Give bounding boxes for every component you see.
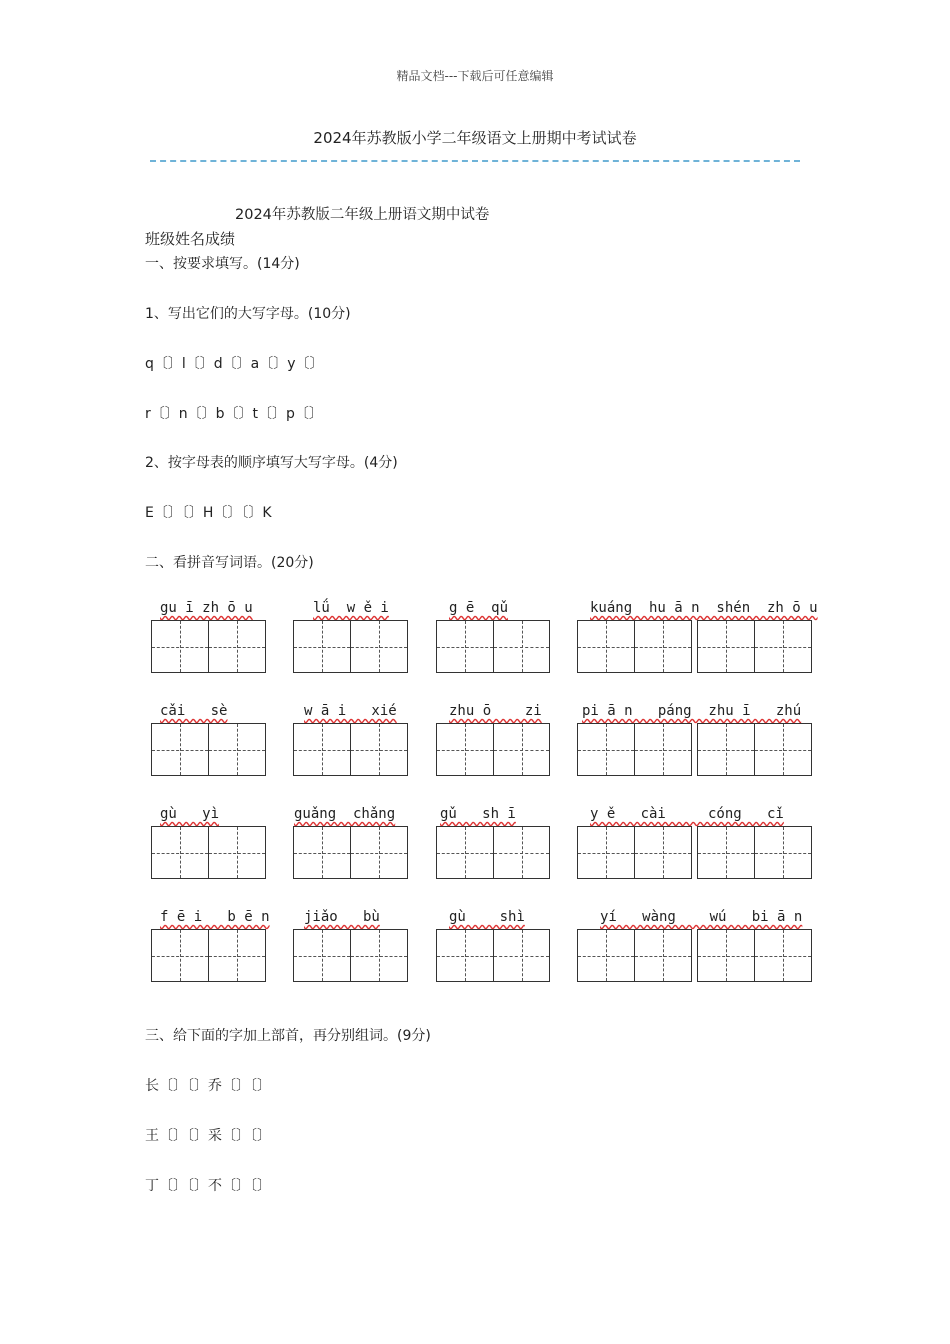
writing-cell[interactable] [493, 620, 550, 673]
pinyin-label: lǘ w ě i [313, 600, 389, 616]
writing-cell[interactable] [697, 620, 755, 673]
writing-cell[interactable] [634, 620, 692, 673]
writing-cell[interactable] [436, 826, 494, 879]
pinyin-label: w ā i xié [304, 703, 397, 719]
header-note: 精品文档---下载后可任意编辑 [396, 69, 554, 83]
pinyin-label: zhu ō zi [449, 703, 542, 719]
pinyin-label: gù shì [449, 909, 525, 925]
pinyin-label: gù yì [160, 806, 220, 822]
writing-cell[interactable] [754, 620, 812, 673]
writing-cell[interactable] [577, 620, 635, 673]
pinyin-label: yí wàng wú bi ā n [600, 909, 803, 925]
question2-letters: E〔〕〔〕H〔〕〔〕K [145, 505, 272, 521]
pinyin-label: gu ī zh ō u [160, 600, 253, 616]
section3-heading: 三、给下面的字加上部首，再分别组词。(9分) [145, 1028, 431, 1044]
title-divider [150, 160, 800, 162]
writing-cell[interactable] [577, 929, 635, 982]
writing-cell[interactable] [208, 723, 266, 776]
writing-cell[interactable] [151, 826, 209, 879]
student-info-line: 班级姓名成绩 [145, 230, 236, 248]
question1-prompt: 1、写出它们的大写字母。(10分) [145, 306, 351, 322]
writing-cell[interactable] [436, 723, 494, 776]
writing-cell[interactable] [151, 620, 209, 673]
writing-cell[interactable] [634, 826, 692, 879]
writing-cell[interactable] [697, 723, 755, 776]
pinyin-label: f ē i b ē n [160, 909, 270, 925]
writing-cell[interactable] [293, 723, 351, 776]
radical-line-3: 丁〔〕〔〕不〔〕〔〕 [145, 1178, 271, 1194]
writing-cell[interactable] [293, 929, 351, 982]
writing-cell[interactable] [754, 929, 812, 982]
pinyin-label: pi ā n páng zhu ī zhú [582, 703, 802, 719]
section1-heading: 一、按要求填写。(14分) [145, 256, 300, 272]
writing-cell[interactable] [293, 826, 351, 879]
writing-cell[interactable] [208, 620, 266, 673]
writing-cell[interactable] [577, 723, 635, 776]
writing-cell[interactable] [350, 929, 408, 982]
writing-cell[interactable] [697, 929, 755, 982]
writing-cell[interactable] [208, 826, 266, 879]
radical-line-2: 王〔〕〔〕采〔〕〔〕 [145, 1128, 271, 1144]
exam-subtitle: 2024年苏教版二年级上册语文期中试卷 [235, 207, 490, 223]
writing-cell[interactable] [697, 826, 755, 879]
writing-cell[interactable] [436, 929, 494, 982]
writing-cell[interactable] [493, 826, 550, 879]
pinyin-label: y ě cài cóng cǐ [590, 806, 784, 822]
writing-cell[interactable] [208, 929, 266, 982]
pinyin-label: g ē qǔ [449, 600, 509, 616]
writing-cell[interactable] [293, 620, 351, 673]
writing-cell[interactable] [151, 723, 209, 776]
writing-cell[interactable] [493, 929, 550, 982]
writing-cell[interactable] [754, 723, 812, 776]
question1-letters-row2: r〔〕n〔〕b〔〕t〔〕p〔〕 [145, 406, 323, 422]
pinyin-label: cǎi sè [160, 703, 228, 719]
section2-heading: 二、看拼音写词语。(20分) [145, 555, 314, 571]
pinyin-label: kuáng hu ā n shén zh ō u [590, 600, 818, 616]
writing-cell[interactable] [350, 620, 408, 673]
question2-prompt: 2、按字母表的顺序填写大写字母。(4分) [145, 455, 398, 471]
writing-cell[interactable] [634, 929, 692, 982]
writing-cell[interactable] [754, 826, 812, 879]
writing-cell[interactable] [350, 723, 408, 776]
pinyin-label: guǎng chǎng [294, 806, 396, 822]
pinyin-label: jiǎo bù [304, 909, 380, 925]
writing-cell[interactable] [436, 620, 494, 673]
writing-cell[interactable] [493, 723, 550, 776]
radical-line-1: 长〔〕〔〕乔〔〕〔〕 [145, 1078, 271, 1094]
writing-cell[interactable] [577, 826, 635, 879]
writing-cell[interactable] [151, 929, 209, 982]
document-title: 2024年苏教版小学二年级语文上册期中考试试卷 [313, 129, 637, 147]
writing-cell[interactable] [350, 826, 408, 879]
question1-letters-row1: q〔〕l〔〕d〔〕a〔〕y〔〕 [145, 356, 324, 372]
pinyin-label: gǔ sh ī [440, 806, 516, 822]
writing-cell[interactable] [634, 723, 692, 776]
